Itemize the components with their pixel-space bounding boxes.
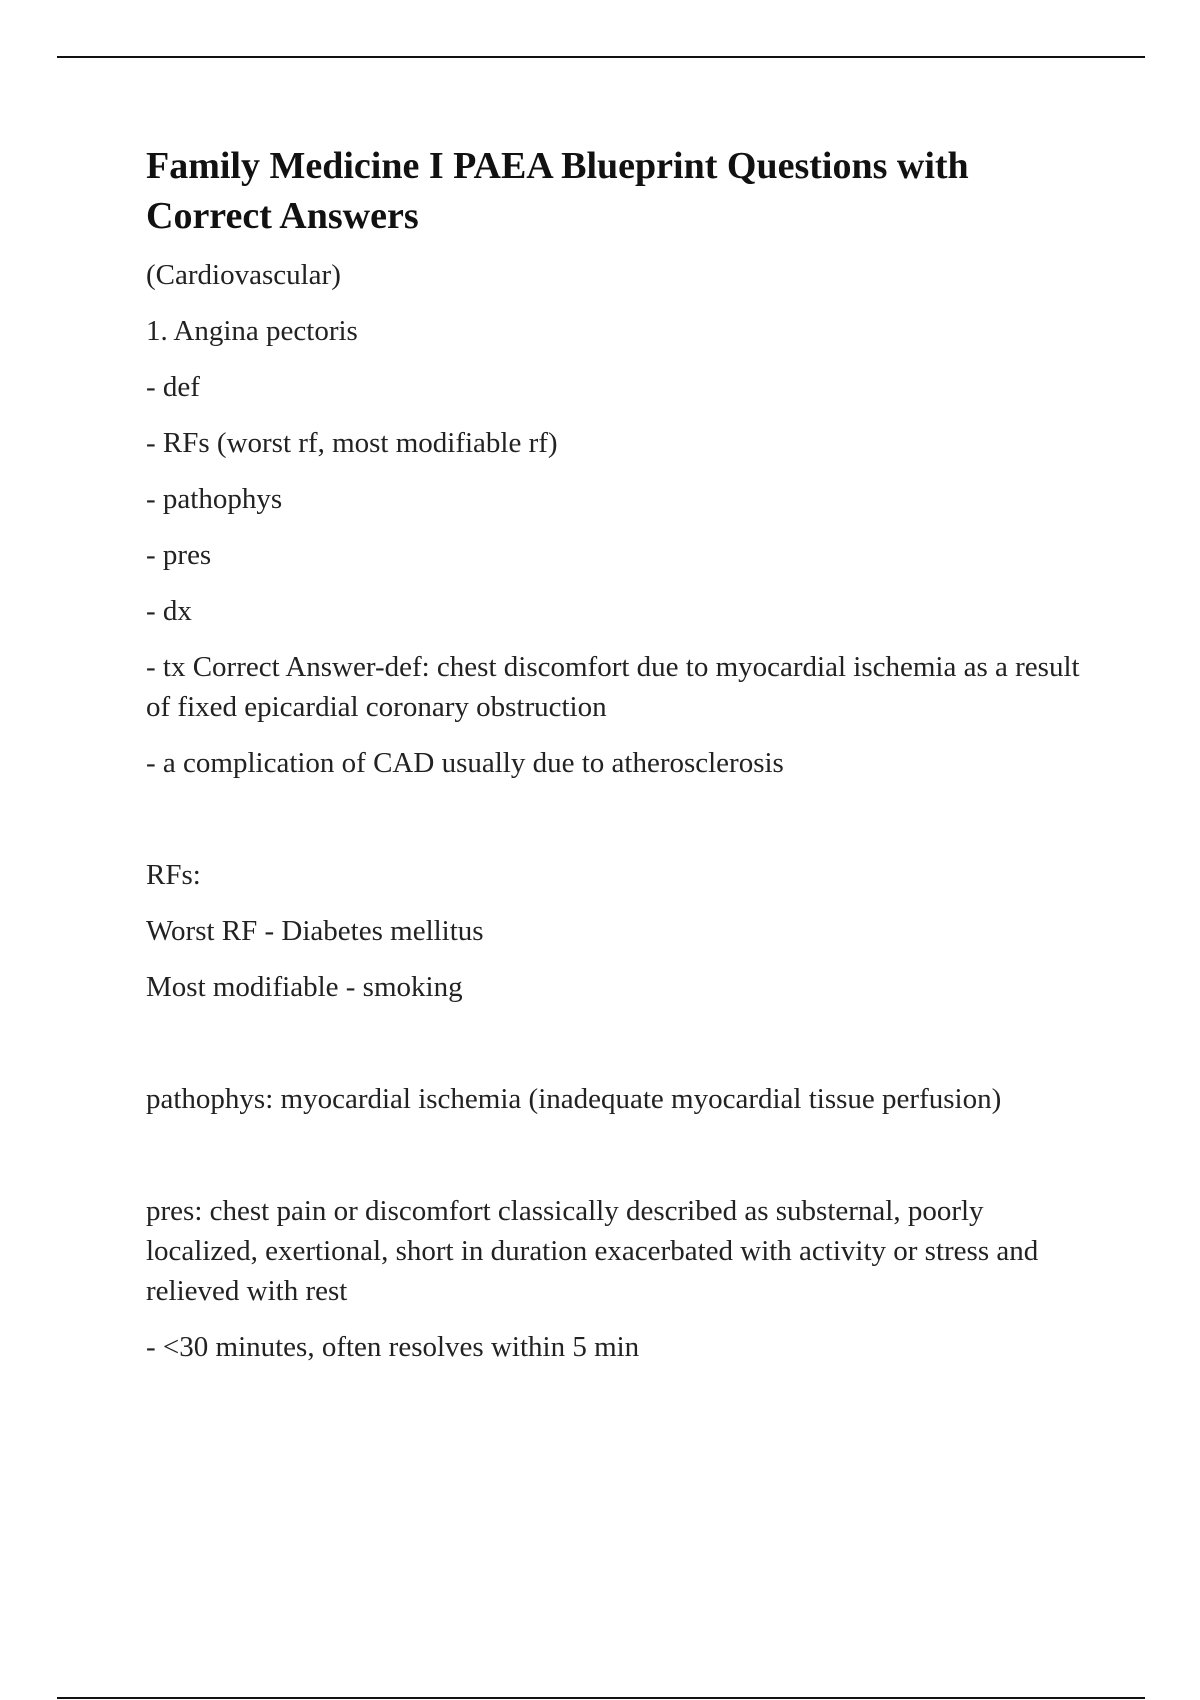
answer-text: pres: chest pain or discomfort classically described as substernal, poorly localized, exertional, short in duration exacerbated with activity or stress and relieved with rest	[146, 1195, 1039, 1307]
answer-text: Most modifiable - smoking	[146, 971, 463, 1003]
answer-text: - <30 minutes, often resolves within 5 min	[146, 1331, 640, 1363]
question-item: - dx	[146, 595, 192, 627]
answer-text: pathophys: myocardial ischemia (inadequate myocardial tissue perfusion)	[146, 1083, 1002, 1115]
answer-text: RFs:	[146, 859, 201, 891]
header-rule	[57, 56, 1145, 58]
question-item: - def	[146, 371, 200, 403]
footer-rule	[57, 1697, 1145, 1699]
question-item: - pathophys	[146, 483, 283, 515]
question-item: - pres	[146, 539, 212, 571]
spacer	[146, 1135, 1096, 1191]
question-text: 1. Angina pectoris	[146, 315, 358, 347]
answer-text: Worst RF - Diabetes mellitus	[146, 915, 484, 947]
document-body	[146, 141, 1096, 1383]
section-heading: (Cardiovascular)	[146, 259, 341, 291]
answer-text: - a complication of CAD usually due to atherosclerosis	[146, 747, 784, 779]
document-title: Family Medicine I PAEA Blueprint Questions with Correct Answers	[146, 145, 969, 237]
spacer	[146, 1023, 1096, 1079]
question-item: - RFs (worst rf, most modifiable rf)	[146, 427, 558, 459]
spacer	[146, 799, 1096, 855]
answer-text: - tx Correct Answer-def: chest discomfort due to myocardial ischemia as a result of fixed epicardial coronary obstruction	[146, 651, 1080, 723]
